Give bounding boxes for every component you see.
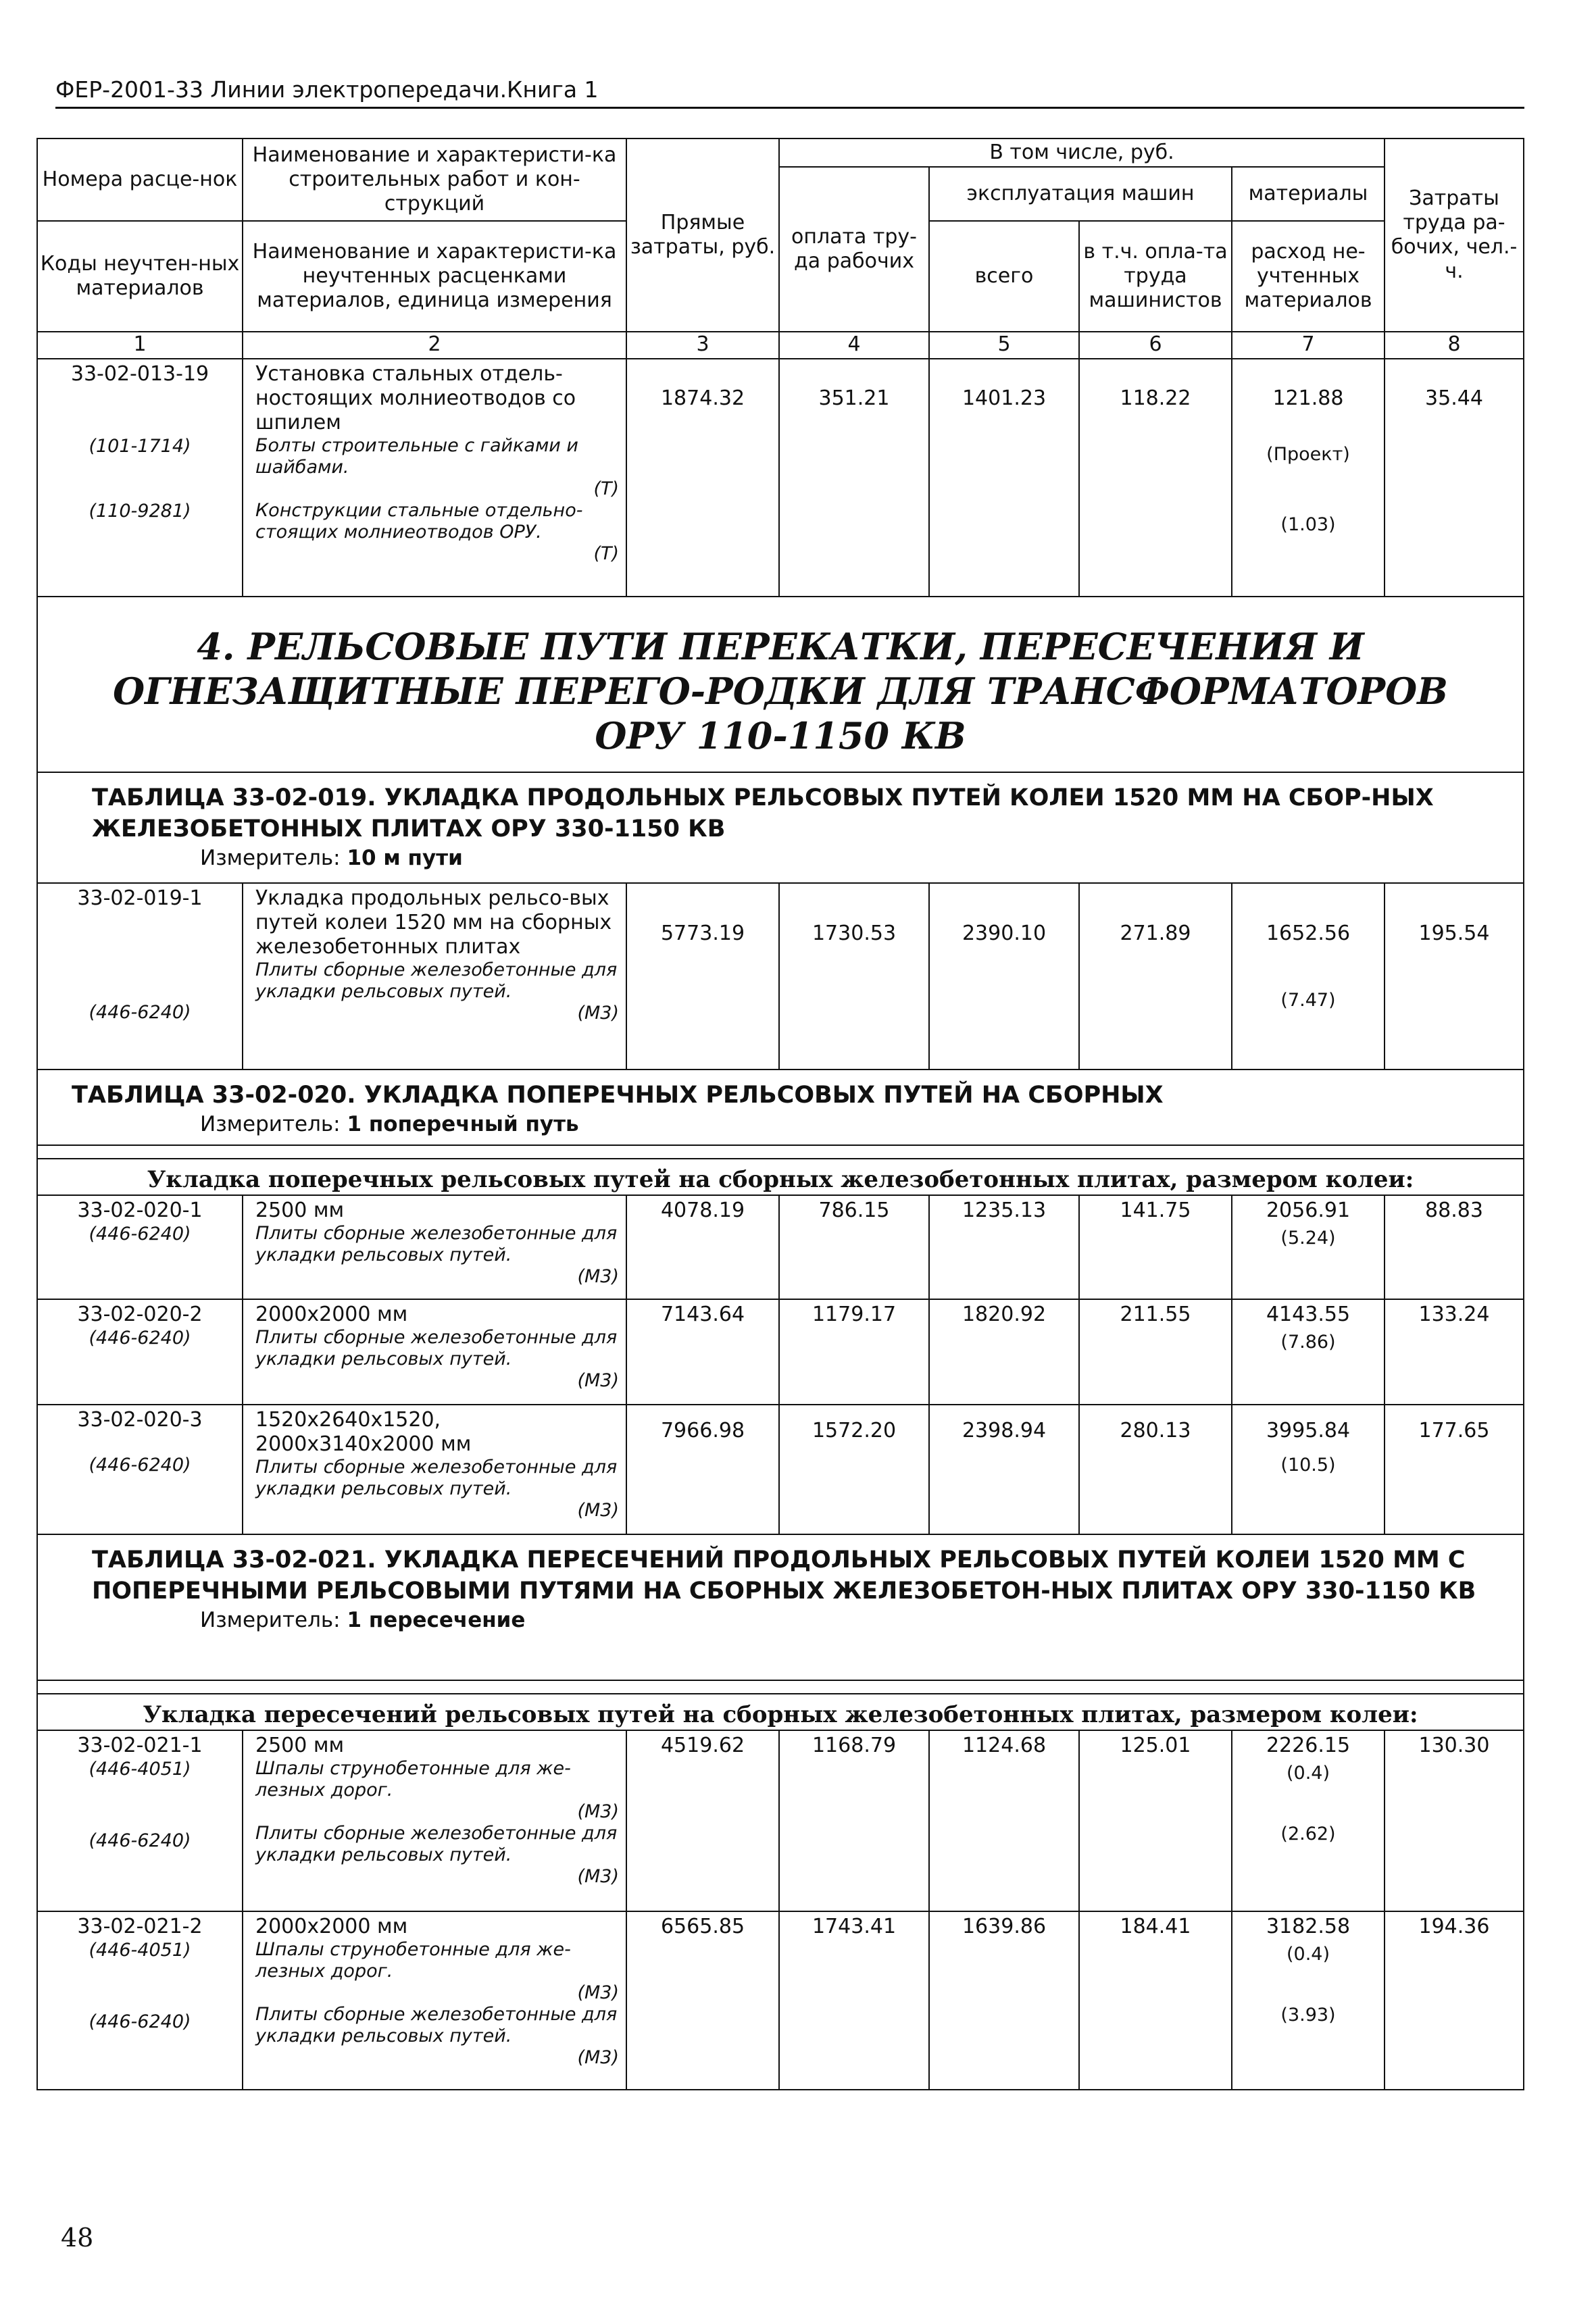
material-unit: (М3) [577, 2047, 619, 2068]
labor-hours: 194.36 [1418, 1915, 1490, 1938]
machinist-pay: 141.75 [1120, 1199, 1191, 1222]
material-unit: (Т) [593, 478, 619, 499]
machines-total: 1639.86 [962, 1915, 1047, 1938]
material-unit: (М3) [577, 1266, 619, 1287]
rate-code: 33-02-021-1 [77, 1734, 203, 1757]
material-code: (446-6240) [89, 2011, 191, 2032]
group-header: В том числе, руб. [779, 139, 1385, 167]
materials-cost: 3182.58 [1266, 1915, 1351, 1938]
rate-code: 33-02-021-2 [77, 1915, 203, 1938]
machines-total: 1820.92 [962, 1303, 1047, 1326]
material-unit: (М3) [577, 1801, 619, 1822]
col7-header: расход не-учтенных материалов [1232, 221, 1385, 332]
meter-value: 10 м пути [347, 846, 463, 870]
machines-total: 2398.94 [962, 1419, 1047, 1442]
labor-hours: 35.44 [1425, 386, 1483, 410]
document-header: ФЕР-2001-33 Линии электропередачи.Книга 1 [55, 76, 599, 103]
direct-cost: 5773.19 [660, 922, 745, 945]
material-quantity: (7.86) [1280, 1332, 1336, 1353]
labor-hours: 133.24 [1418, 1303, 1490, 1326]
material-quantity: (1.03) [1280, 514, 1336, 535]
machines-header: эксплуатация машин [929, 167, 1232, 221]
direct-cost: 7966.98 [660, 1419, 745, 1442]
material-unit: (М3) [577, 1370, 619, 1391]
material-description: Шпалы струнобетонные для же-лезных дорог. [255, 1758, 571, 1801]
table-row [37, 1195, 1524, 1299]
labor-pay: 1572.20 [812, 1419, 897, 1442]
col-num: 1 [37, 332, 243, 359]
col-num: 7 [1232, 332, 1385, 359]
machinist-pay: 118.22 [1120, 386, 1191, 410]
price-table [36, 138, 1524, 2090]
material-code: (446-6240) [89, 1830, 191, 1851]
labor-pay: 1179.17 [812, 1303, 897, 1326]
table-row [37, 1299, 1524, 1405]
labor-hours: 88.83 [1425, 1199, 1483, 1222]
labor-hours: 130.30 [1418, 1734, 1490, 1757]
work-description: 2000x2000 мм [255, 1303, 408, 1326]
col-num: 5 [929, 332, 1079, 359]
col-num: 6 [1079, 332, 1232, 359]
machines-total: 1124.68 [962, 1734, 1047, 1757]
material-description: Плиты сборные железобетонные для укладки рельсовых путей. [255, 1223, 618, 1265]
materials-header: материалы [1232, 167, 1385, 221]
work-description: 1520x2640x1520, 2000x3140x2000 мм [255, 1408, 472, 1456]
meter-label: Измеритель: [200, 1608, 341, 1632]
rate-code: 33-02-019-1 [77, 886, 203, 910]
work-description: 2500 мм [255, 1199, 345, 1222]
table-row [37, 1730, 1524, 1911]
meter-line [38, 846, 1523, 872]
sub-title: Укладка поперечных рельсовых путей на сборных железобетонных плитах, размером колеи: [37, 1159, 1524, 1195]
meter-value: 1 пересечение [347, 1608, 526, 1632]
meter-line [38, 1112, 1523, 1138]
material-code: (101-1714) [89, 436, 191, 457]
material-quantity: (Проект) [1266, 444, 1350, 465]
labor-pay: 1168.79 [812, 1734, 897, 1757]
table-row [37, 883, 1524, 1070]
material-code: (446-6240) [89, 1328, 191, 1349]
header-rule [55, 107, 1524, 109]
table-row [37, 1405, 1524, 1534]
material-description: Плиты сборные железобетонные для укладки рельсовых путей. [255, 1327, 618, 1369]
material-code: (446-6240) [89, 1455, 191, 1476]
meter-line [38, 1608, 1523, 1634]
material-description: Шпалы струнобетонные для же-лезных дорог. [255, 1939, 571, 1982]
material-unit: (М3) [577, 1866, 619, 1887]
machines-total: 1235.13 [962, 1199, 1047, 1222]
material-code: (446-4051) [89, 1759, 191, 1780]
col1-bottom-header: Коды неучтен-ных материалов [37, 221, 243, 332]
col2-bottom-header: Наименование и характеристи-ка неучтенных расценками материалов, единица измерения [243, 221, 626, 332]
machines-total: 2390.10 [962, 922, 1047, 945]
material-quantity: (10.5) [1280, 1455, 1336, 1476]
materials-cost: 4143.55 [1266, 1303, 1351, 1326]
material-quantity: (5.24) [1280, 1228, 1336, 1249]
col4-header: оплата тру-да рабочих [779, 167, 929, 332]
direct-cost: 4078.19 [660, 1199, 745, 1222]
material-description: Плиты сборные железобетонные для укладки рельсовых путей. [255, 1823, 618, 1865]
column-numbers-row [37, 332, 1524, 359]
col2-top-header: Наименование и характеристи-ка строительных работ и кон-струкций [243, 139, 626, 221]
material-quantity: (0.4) [1286, 1763, 1330, 1784]
materials-cost: 2226.15 [1266, 1734, 1351, 1757]
machines-total: 1401.23 [962, 386, 1047, 410]
materials-cost: 2056.91 [1266, 1199, 1351, 1222]
material-description: Плиты сборные железобетонные для укладки рельсовых путей. [255, 959, 618, 1002]
section-title: 4. РЕЛЬСОВЫЕ ПУТИ ПЕРЕКАТКИ, ПЕРЕСЕЧЕНИЯ И ОГНЕЗАЩИТНЫЕ ПЕРЕГО-РОДКИ ДЛЯ ТРАНСФОРМАТОРОВ ОРУ 110-1150 КВ [37, 597, 1524, 772]
material-description: Болты строительные с гайками и шайбами. [255, 435, 578, 478]
col-num: 8 [1385, 332, 1524, 359]
machinist-pay: 271.89 [1120, 922, 1191, 945]
material-description: Плиты сборные железобетонные для укладки рельсовых путей. [255, 1457, 618, 1499]
material-unit: (Т) [593, 543, 619, 564]
material-quantity: (3.93) [1280, 2005, 1336, 2026]
material-code: (446-6240) [89, 1002, 191, 1023]
material-quantity: (2.62) [1280, 1823, 1336, 1844]
meter-value: 1 поперечный путь [347, 1112, 579, 1136]
material-unit: (М3) [577, 1003, 619, 1024]
rate-code: 33-02-020-2 [77, 1303, 203, 1326]
rate-code: 33-02-020-1 [77, 1199, 203, 1222]
meter-label: Измеритель: [200, 846, 341, 870]
machinist-pay: 211.55 [1120, 1303, 1191, 1326]
page-number: 48 [61, 2223, 94, 2253]
material-quantity: (7.47) [1280, 990, 1336, 1011]
direct-cost: 1874.32 [660, 386, 745, 410]
labor-hours: 195.54 [1418, 922, 1490, 945]
col-num: 4 [779, 332, 929, 359]
labor-hours: 177.65 [1418, 1419, 1490, 1442]
machinist-pay: 184.41 [1120, 1915, 1191, 1938]
table-title: ТАБЛИЦА 33-02-020. УКЛАДКА ПОПЕРЕЧНЫХ РЕЛЬСОВЫХ ПУТЕЙ НА СБОРНЫХ [72, 1082, 1164, 1109]
work-description: Укладка продольных рельсо-вых путей колеи 1520 мм на сборных железобетонных плитах [255, 886, 612, 959]
table-title: ТАБЛИЦА 33-02-019. УКЛАДКА ПРОДОЛЬНЫХ РЕЛЬСОВЫХ ПУТЕЙ КОЛЕИ 1520 ММ НА СБОР-НЫХ ЖЕЛЕЗОБЕТОННЫХ ПЛИТАХ ОРУ 330-1150 КВ [92, 784, 1434, 842]
material-code: (110-9281) [89, 501, 191, 522]
direct-cost: 6565.85 [660, 1915, 745, 1938]
rate-code: 33-02-013-19 [70, 362, 209, 386]
materials-cost: 1652.56 [1266, 922, 1351, 945]
col5-header: всего [929, 221, 1079, 332]
meter-label: Измеритель: [200, 1112, 341, 1136]
table-row [37, 1911, 1524, 2090]
material-code: (446-6240) [89, 1224, 191, 1244]
machinist-pay: 125.01 [1120, 1734, 1191, 1757]
work-description: 2000x2000 мм [255, 1915, 408, 1938]
col1-top-header: Номера расце-нок [37, 139, 243, 221]
rate-code: 33-02-020-3 [77, 1408, 203, 1432]
material-description: Конструкции стальные отдельно-стоящих молниеотводов ОРУ. [255, 500, 583, 543]
material-unit: (М3) [577, 1500, 619, 1521]
labor-pay: 786.15 [818, 1199, 890, 1222]
col-num: 3 [626, 332, 779, 359]
work-description: Установка стальных отдель-ностоящих молниеотводов со шпилем [255, 362, 576, 434]
col3-header: Прямые затраты, руб. [626, 139, 779, 332]
direct-cost: 7143.64 [660, 1303, 745, 1326]
material-code: (446-4051) [89, 1940, 191, 1961]
materials-cost: 3995.84 [1266, 1419, 1351, 1442]
col6-header: в т.ч. опла-та труда машинистов [1079, 221, 1232, 332]
material-quantity: (0.4) [1286, 1944, 1330, 1965]
machinist-pay: 280.13 [1120, 1419, 1191, 1442]
material-unit: (М3) [577, 1982, 619, 2003]
sub-title: Укладка пересечений рельсовых путей на сборных железобетонных плитах, размером колеи: [37, 1694, 1524, 1730]
direct-cost: 4519.62 [660, 1734, 745, 1757]
table-row [37, 359, 1524, 597]
col8-header: Затраты труда ра-бочих, чел.-ч. [1385, 139, 1524, 332]
table-title: ТАБЛИЦА 33-02-021. УКЛАДКА ПЕРЕСЕЧЕНИЙ ПРОДОЛЬНЫХ РЕЛЬСОВЫХ ПУТЕЙ КОЛЕИ 1520 ММ С ПОПЕРЕЧНЫМИ РЕЛЬСОВЫМИ ПУТЯМИ НА СБОРНЫХ ЖЕЛЕЗОБЕТОН-НЫХ ПЛИТАХ ОРУ 330-1150 КВ [92, 1546, 1476, 1605]
material-description: Плиты сборные железобетонные для укладки рельсовых путей. [255, 2004, 618, 2046]
work-description: 2500 мм [255, 1734, 345, 1757]
col-num: 2 [243, 332, 626, 359]
labor-pay: 351.21 [818, 386, 890, 410]
labor-pay: 1730.53 [812, 922, 897, 945]
materials-cost: 121.88 [1272, 386, 1344, 410]
labor-pay: 1743.41 [812, 1915, 897, 1938]
